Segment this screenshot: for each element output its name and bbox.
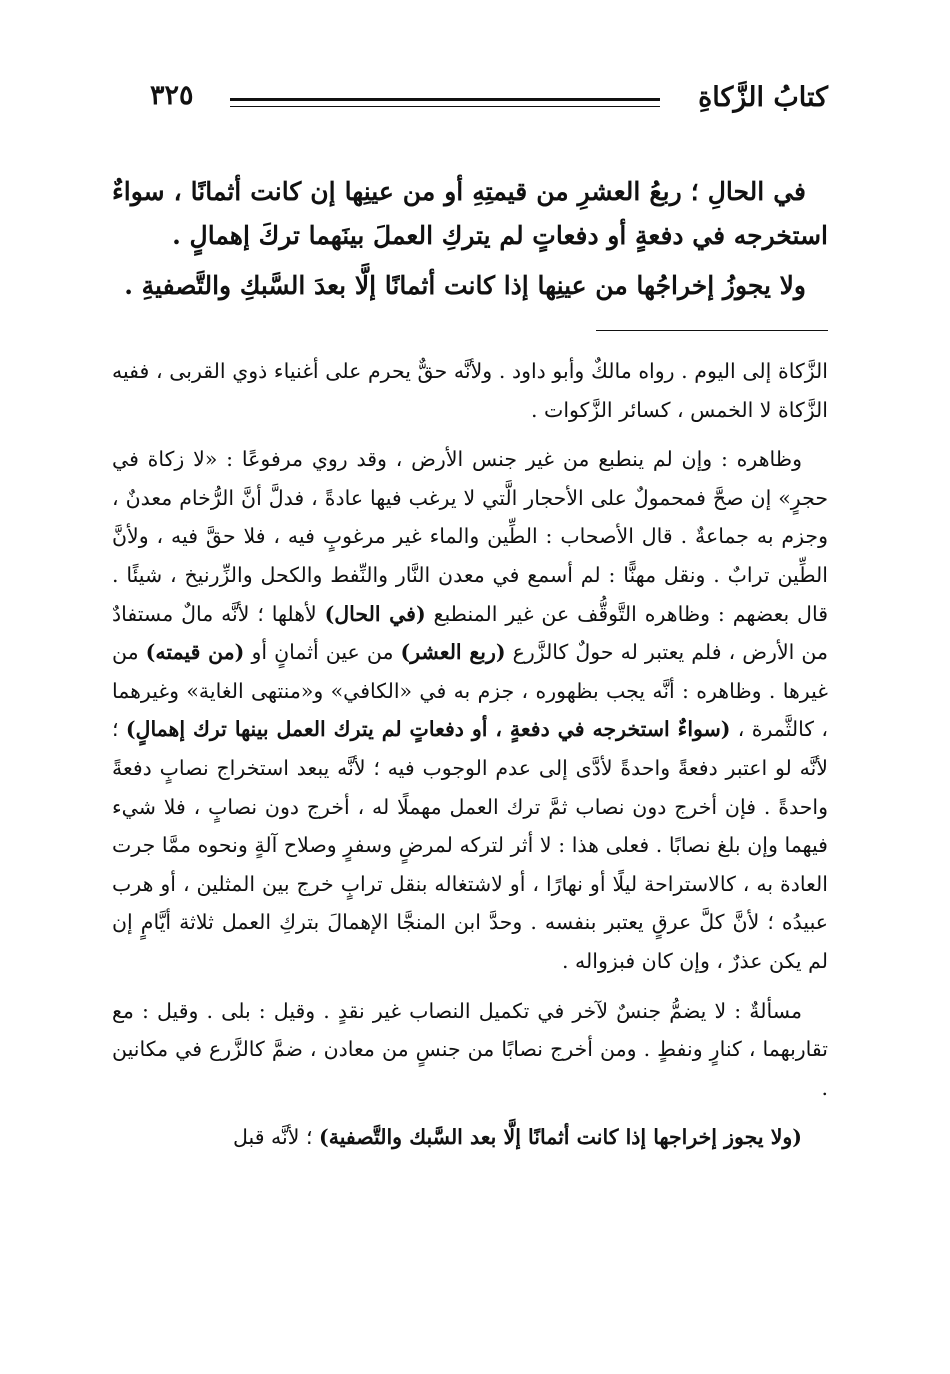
book-chapter-title: كتابُ الزَّكاةِ — [698, 82, 828, 113]
commentary-paragraph-1: الزَّكاة إلى اليوم . رواه مالكٌ وأبو داود . ولأنَّه حقٌّ يحرم على أغنياء ذوي القربى ، ففيه الزَّكاة لا الخمس ، كسائر الزَّكوات . — [112, 359, 828, 422]
commentary-paragraph-3: مسألةٌ : لا يضمُّ جنسٌ لآخر في تكميل النصاب غير نقدٍ . وقيل : بلى . وقيل : مع تقاربهما ، كنارٍ ونفطٍ . ومن أخرج نصابًا من جنسٍ من معادن ، ضمَّ كالزَّرع في مكانين . — [112, 998, 828, 1100]
header-rule — [230, 98, 660, 107]
quoted-matn-sawa: (سواءٌ استخرجه في دفعةٍ ، أو دفعاتٍ لم يترك العمل بينها ترك إهمالٍ) — [125, 717, 731, 742]
commentary-text-run: ؛ لأنَّه قبل — [233, 1125, 319, 1150]
quoted-matn-rub-al-ushr: (ربع العشر) — [400, 640, 506, 665]
page-header — [150, 76, 828, 120]
main-text-paragraph-2: ولا يجوزُ إخراجُها من عينِها إذا كانت أثمانًا إلَّا بعدَ السَّبكِ والتَّصفيةِ . — [124, 271, 806, 300]
footnote-separator — [596, 330, 828, 331]
quoted-matn-la-yajuz: (ولا يجوز إخراجها إذا كانت أثمانًا إلَّا بعد السَّبك والتَّصفية) — [319, 1125, 802, 1150]
main-text-paragraph-1: في الحالِ ؛ ربعُ العشرِ من قيمتِهِ أو من عينِها إن كانت أثمانًا ، سواءٌ استخرجه في دفعةٍ أو دفعاتٍ لم يتركِ العملَ بينَهما تركَ إهمالٍ . — [112, 177, 828, 250]
commentary-text-run: وظاهره : وإن لم ينطبع من غير جنس الأرض ، وقد روي مرفوعًا : «لا زكاة في حجرٍ» إن صحَّ فمحمولٌ على الأحجار الَّتي لا يرغب فيها عادةً ، فدلَّ أنَّ الرُّخام معدنٌ ، وجزم به جماعةٌ . قال الأصحاب : الطِّين والماء غير مرغوبٍ فيه ، فلا حقَّ فيه ، ولأنَّ الطِّين ترابٌ . ونقل مهنًّا : لم أسمع في معدن النَّار والنِّفط والكحل والزِّرنيخ ، شيئًا . قال بعضهم : وظاهره التَّوقُّف عن غير المنطبع — [112, 447, 828, 626]
commentary-paragraph-2 — [112, 440, 828, 980]
commentary-text-run: من عين أثمانٍ أو — [244, 640, 401, 665]
quoted-matn-min-qimatih: (من قيمته) — [145, 640, 245, 665]
commentary-paragraph-4 — [112, 1118, 828, 1157]
commentary-text-run: لأهلها ؛ لأنَّه مالٌ مستفادٌ من الأرض ، فلم يعتبر له حولٌ كالزَّرع — [112, 601, 829, 665]
commentary-text-run: من غيرها . وظاهره : أنَّه يجب بظهوره ، جزم به في «الكافي» و«منتهى الغاية» وغيرهما ، كالثَّمرة ، — [112, 640, 829, 742]
commentary-text-run: ؛ لأنَّه لو اعتبر دفعةً واحدةً لأدَّى إلى عدم الوجوب فيه ؛ لأنَّه يبعد استخراج نصابٍ دفعةً واحدةً . فإن أخرج دون نصاب ثمَّ ترك العمل مهملًا له ، أخرج دون نصابٍ ، فلا شيء فيهما وإن بلغ نصابًا . فعلى هذا : لا أثر لتركه لمرضٍ وسفرٍ وصلاح آلةٍ ونحوه ممَّا جرت العادة به ، كالاستراحة ليلًا أو نهارًا ، أو لاشتغاله بنقل ترابٍ خرج بين المثلين ، أو هرب عبيدُه ؛ لأنَّ كلَّ عرقٍ يعتبر بنفسه . وحدَّ ابن المنجَّا الإهمالَ بتركِ العمل ثلاثة أيَّامٍ إن لم يكن عذرٌ ، وإن كان فبزواله . — [112, 717, 828, 973]
main-text — [112, 170, 828, 314]
page-number: ٣٢٥ — [150, 80, 194, 111]
commentary-text — [112, 352, 828, 1168]
quoted-matn-in-hal: (في الحال) — [324, 601, 426, 626]
